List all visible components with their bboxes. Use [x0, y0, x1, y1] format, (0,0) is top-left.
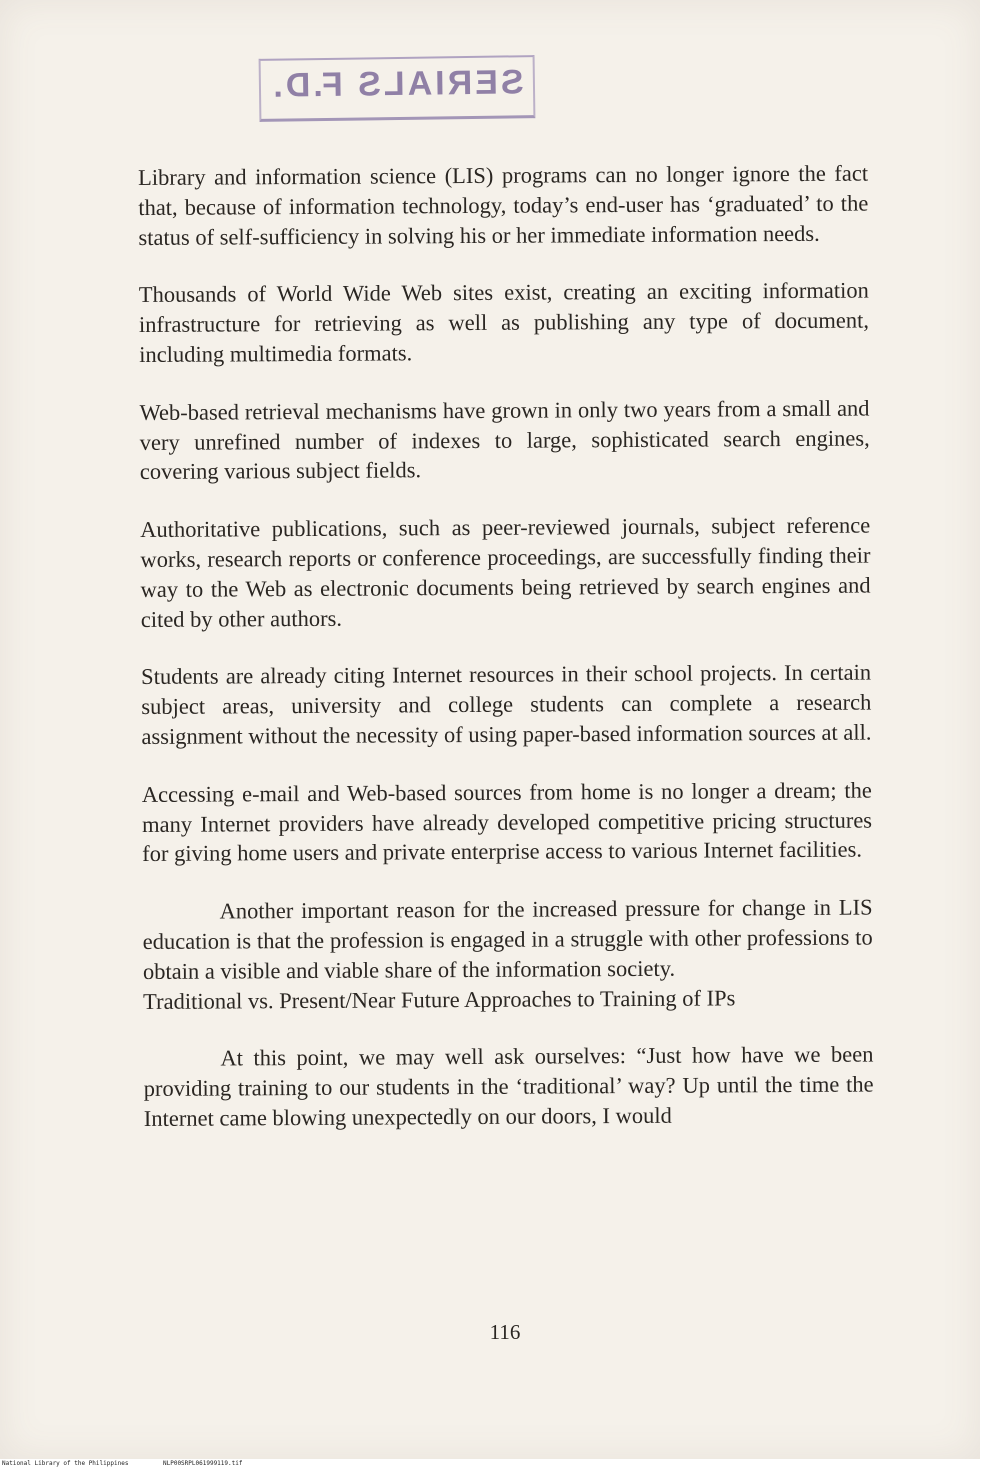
page-number: 116: [489, 1320, 521, 1344]
paragraph-another-reason: Another important reason for the increased pressure for change in LIS education is that the profession is engaged in a struggle with other professions to obtain a visible and viable share of the information society.: [142, 894, 873, 984]
body-text: [138, 159, 874, 1162]
stamp-text: SERIALS F.D.: [270, 63, 524, 105]
paragraph-retrieval-mechanisms: Web-based retrieval mechanisms have grown in only two years from a small and very unrefined number of indexes to large, sophisticated search engines, covering various subject fields.: [139, 395, 870, 485]
footer-institution: National Library of the Philippines: [2, 1460, 129, 1467]
paragraph-lis-programs: Library and information science (LIS) programs can no longer ignore the fact that, because of information technology, today’s end-user has ‘graduated’ to the status of self-sufficiency in solving his or her immediate information needs.: [138, 160, 869, 250]
paragraph-accessing-email: Accessing e-mail and Web-based sources from home is no longer a dream; the many Internet providers have already developed competitive pricing structures for giving home users and private enterprise access to various Internet facilities.: [141, 777, 873, 867]
paragraph-at-this-point: At this point, we may well ask ourselves: “Just how have we been providing training to our students in the ‘traditional’ way? Up until the time the Internet came blowing unexpectedly on our doors, I would: [143, 1041, 874, 1131]
section-heading: Traditional vs. Present/Near Future Approaches to Training of IPs: [143, 984, 736, 1014]
scan-footer: [0, 1459, 985, 1468]
paragraph-students: Students are already citing Internet resources in their school projects. In certain subject areas, university and college students can complete a research assignment without the necessity of using paper-based information sources at all.: [141, 659, 872, 749]
paragraph-authoritative-publications: Authoritative publications, such as peer-reviewed journals, subject reference works, research reports or conference proceedings, are successfully finding their way to the Web as electronic documents being retrieved by search engines and cited by other authors.: [140, 512, 871, 632]
serials-stamp: [259, 55, 536, 122]
footer-file-name: NLP00SRPL061999119.tif: [163, 1460, 243, 1467]
paragraph-web-sites: Thousands of World Wide Web sites exist, creating an exciting information infrastructure for retrieving as well as publishing any type of document, including multimedia formats.: [138, 277, 870, 367]
